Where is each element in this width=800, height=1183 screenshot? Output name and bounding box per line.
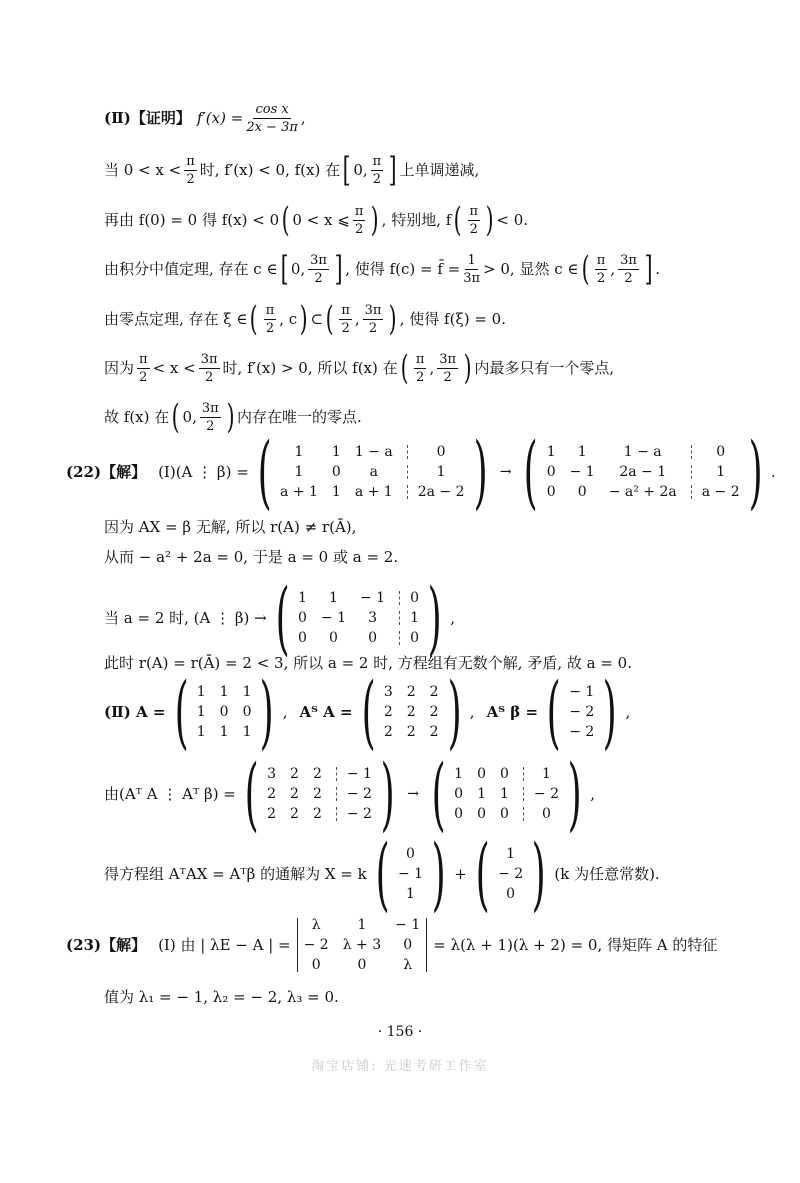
q23-label: (23)【解】 <box>66 935 147 954</box>
q23-line-det: (23)【解】 (Ⅰ) 由 | λE − A | = λ 1 − 1 − 2 λ + 3 0 0 0 λ = λ(λ + 1)(λ + 2) = 0, 得矩阵 A 的特征 <box>66 917 718 973</box>
matrix-cell: 1 <box>406 886 415 902</box>
q22-part2-line: (Ⅱ) A = ( 1 1 1 1 0 0 1 1 1 ) , Aᵀ A = ( 3 2 2 2 2 2 2 2 2 ) , Aᵀ β = ( − 1 − 2 − 2 ) , <box>104 665 631 758</box>
matrix-cell: 1 <box>691 465 740 479</box>
matrix-cell: 1 <box>219 724 229 740</box>
matrix-cell: − 1 <box>320 610 346 626</box>
matrix-cell: 1 <box>499 786 509 802</box>
matrix-cell: 0 <box>691 445 740 459</box>
matrix-cell: 1 <box>242 724 252 740</box>
p2-line-5: 因为 $\frac{\pi}{2}$ < x < $\frac{3\pi}{2}$ 时, f′(x) > 0, 所以 f(x) 在 ( $\frac{\pi}{2}$ , $\frac{3\pi}{2}$ ) 内最多只有一个零点, <box>104 347 615 388</box>
matrix-cell: 1 <box>328 590 338 606</box>
matrix-cell: 0 <box>477 766 486 782</box>
matrix-cell: − 1 <box>569 684 595 700</box>
matrix-cell: 2 <box>290 806 299 822</box>
matrix-cell: 1 − a <box>623 444 662 460</box>
matrix-cell: 0 <box>399 631 419 645</box>
matrix-cell: 0 <box>403 937 413 953</box>
q22-l1: 因为 AX = β 无解, 所以 r(A) ≠ r(Ā), <box>104 518 357 536</box>
matrix-cell: 1 <box>506 846 516 862</box>
matrix-cell: 3 <box>368 610 377 626</box>
matrix-cell: 1 <box>357 917 367 933</box>
matrix-cell: 2a − 1 <box>619 464 667 480</box>
matrix-cell: − 2 <box>569 724 595 740</box>
matrix-cell: 0 <box>577 484 587 500</box>
matrix-cell: 2 <box>312 766 322 782</box>
matrix-cell: − 2 <box>303 937 329 953</box>
matrix-cell: 0 <box>454 786 464 802</box>
matrix-cell: 2 <box>383 704 393 720</box>
p2-line-3: 由积分中值定理, 存在 c ∈ [ 0, $\frac{3\pi}{2}$ ] , 使得 f(c) = f̄ = $\frac{1}{3\pi}$ > 0, 显然 c ∈ ( $\frac{\pi}{2}$ , $\frac{3\pi}{2}$ ] . <box>104 248 660 289</box>
matrix-cell: 0 <box>407 445 465 459</box>
matrix-cell: 0 <box>399 591 419 605</box>
matrix-cell: 1 <box>242 684 252 700</box>
vector-ATb <box>569 685 594 739</box>
matrix-cell: λ + 3 <box>342 937 382 953</box>
matrix-cell: − 2 <box>498 866 524 882</box>
matrix-cell: − 1 <box>569 464 595 480</box>
matrix-cell: − 1 <box>397 866 424 882</box>
matrix-cell: 2 <box>429 724 439 740</box>
matrix-cell: 1 <box>196 704 206 720</box>
matrix-cell: 0 <box>477 806 486 822</box>
null-vector <box>398 847 423 901</box>
q22-l6-line: 得方程组 AᵀAX = Aᵀβ 的通解为 X = k ( 0 − 1 1 ) + ( 1 − 2 0 ) (k 为任意常数). <box>104 827 660 920</box>
q22-line-matrix: (22)【解】 (Ⅰ)(A ⋮ β) = ( 1 1 1 − a 0 1 0 a 1 a + 1 1 a + 1 2a − 2 ) → ( 1 1 1 − a 0 0 − 1 2a − 1 1 0 0 − a² + 2a a − 2 ) . <box>66 425 776 518</box>
matrix-cell: 1 <box>196 724 206 740</box>
q22-l2: 从而 − a² + 2a = 0, 于是 a = 0 或 a = 2. <box>104 548 399 566</box>
q23-l1: 值为 λ₁ = − 1, λ₂ = − 2, λ₃ = 0. <box>104 988 339 1006</box>
char-determinant <box>304 918 421 972</box>
matrix-cell: 2a − 2 <box>407 485 465 499</box>
matrix-cell: 1 <box>546 444 556 460</box>
matrix-cell: λ <box>311 917 321 933</box>
matrix-cell: − 1 <box>359 590 386 606</box>
q22-normal-reduced-matrix <box>454 767 559 821</box>
matrix-cell: 2 <box>429 704 439 720</box>
matrix-cell: 1 <box>454 766 464 782</box>
matrix-cell: 1 <box>294 444 304 460</box>
p2-line-2: 再由 f(0) = 0 得 f(x) < 0 ( 0 < x ⩽ $\frac{\pi}{2}$ ) , 特别地, f ( $\frac{\pi}{2}$ ) < 0. <box>104 199 529 240</box>
q22-label: (22)【解】 <box>66 462 147 481</box>
matrix-cell: 1 <box>407 465 465 479</box>
matrix-cell: 0 <box>328 630 338 646</box>
matrix-cell: 0 <box>242 704 252 720</box>
matrix-cell: a + 1 <box>280 484 318 500</box>
p2-line-6: 故 f(x) 在 ( 0, $\frac{3\pi}{2}$ ) 内存在唯一的零点. <box>104 396 362 437</box>
matrix-cell: 0 <box>406 846 415 862</box>
matrix-cell: 0 <box>454 806 464 822</box>
derivative-fraction: $\frac{\text{cos x}}{2x - 3\pi}$ <box>246 102 298 135</box>
particular-vector <box>498 847 523 901</box>
matrix-cell: 0 <box>357 957 367 973</box>
matrix-cell: 1 <box>196 684 206 700</box>
matrix-cell: − 1 <box>395 917 421 933</box>
matrix-cell: a + 1 <box>354 484 393 500</box>
matrix-cell: 0 <box>499 806 509 822</box>
q22-a2-matrix <box>298 591 419 645</box>
matrix-cell: 0 <box>297 630 307 646</box>
matrix-cell: 2 <box>290 766 299 782</box>
matrix-cell: 2 <box>312 786 322 802</box>
matrix-cell: 0 <box>523 807 559 821</box>
matrix-cell: a − 2 <box>691 485 740 499</box>
q22-normal-augmented-matrix <box>267 767 372 821</box>
matrix-cell: − 2 <box>336 807 372 821</box>
p2-line-4: 由零点定理, 存在 ξ ∈ ( $\frac{\pi}{2}$ , c ) ⊂ ( $\frac{\pi}{2}$ , $\frac{3\pi}{2}$ ) , 使得 f(ξ) = 0. <box>104 298 506 339</box>
matrix-cell: 1 <box>399 611 419 625</box>
matrix-cell: 1 <box>523 767 559 781</box>
matrix-ATA <box>384 685 439 739</box>
proof-heading: (Ⅱ)【证明】 <box>104 109 191 127</box>
matrix-cell: − 2 <box>569 704 595 720</box>
matrix-cell: − 1 <box>336 767 372 781</box>
matrix-cell: 0 <box>331 464 341 480</box>
p2-line-derivative: (Ⅱ)【证明】 f′(x) = $\frac{\text{cos x}}{2x - 3\pi}$ , <box>104 102 306 135</box>
matrix-cell: 1 <box>331 484 341 500</box>
matrix-cell: 0 <box>546 464 556 480</box>
matrix-cell: 2 <box>406 684 416 700</box>
matrix-cell: 1 <box>294 464 304 480</box>
matrix-cell: 3 <box>267 766 277 782</box>
matrix-cell: 1 <box>219 684 229 700</box>
matrix-cell: 0 <box>368 630 377 646</box>
q22-l3-line: 当 a = 2 时, (A ⋮ β) → ( 1 1 − 1 0 0 − 1 3 1 0 0 0 0 ) , <box>104 571 455 664</box>
matrix-cell: 0 <box>219 704 229 720</box>
matrix-cell: − a² + 2a <box>608 484 677 500</box>
matrix-cell: − 2 <box>523 787 559 801</box>
matrix-cell: 1 <box>331 444 341 460</box>
matrix-cell: 2 <box>406 724 416 740</box>
matrix-cell: 0 <box>311 957 321 973</box>
matrix-cell: 3 <box>383 684 393 700</box>
matrix-cell: 1 − a <box>354 444 393 460</box>
q22-reduced-matrix <box>547 445 740 499</box>
matrix-cell: λ <box>403 957 413 973</box>
q22-l5-line: 由(Aᵀ A ⋮ Aᵀ β) = ( 3 2 2 − 1 2 2 2 − 2 2 2 2 − 2 ) → ( 1 0 0 1 0 1 1 − 2 0 0 0 0 ) , <box>104 747 595 840</box>
matrix-cell: 1 <box>477 786 486 802</box>
page-number: · 156 · <box>377 1024 423 1040</box>
matrix-cell: 2 <box>429 684 439 700</box>
matrix-cell: 2 <box>383 724 393 740</box>
matrix-cell: 1 <box>577 444 587 460</box>
matrix-cell: 0 <box>546 484 556 500</box>
matrix-cell: 1 <box>297 590 307 606</box>
q22-l4: 此时 r(A) = r(Ā) = 2 < 3, 所以 a = 2 时, 方程组有无数个解, 矛盾, 故 a = 0. <box>104 654 632 672</box>
derivative-lhs: f′(x) = <box>196 109 244 127</box>
matrix-cell: 2 <box>312 806 322 822</box>
matrix-cell: 0 <box>297 610 307 626</box>
matrix-cell: 0 <box>499 766 509 782</box>
q22-augmented-matrix <box>280 445 465 499</box>
matrix-cell: − 2 <box>336 787 372 801</box>
matrix-cell: 2 <box>406 704 416 720</box>
matrix-cell: 2 <box>267 786 277 802</box>
matrix-cell: 0 <box>506 886 516 902</box>
matrix-cell: 2 <box>290 786 299 802</box>
matrix-cell: 2 <box>267 806 277 822</box>
watermark: 淘宝店铺: 光速考研工作室 <box>311 1059 489 1074</box>
p2-line-1: 当 0 < x < $\frac{\pi}{2}$ 时, f′(x) < 0, f(x) 在 [ 0, $\frac{\pi}{2}$ ] 上单调递减, <box>104 149 480 190</box>
matrix-A <box>197 685 252 739</box>
matrix-cell: a <box>369 464 378 480</box>
